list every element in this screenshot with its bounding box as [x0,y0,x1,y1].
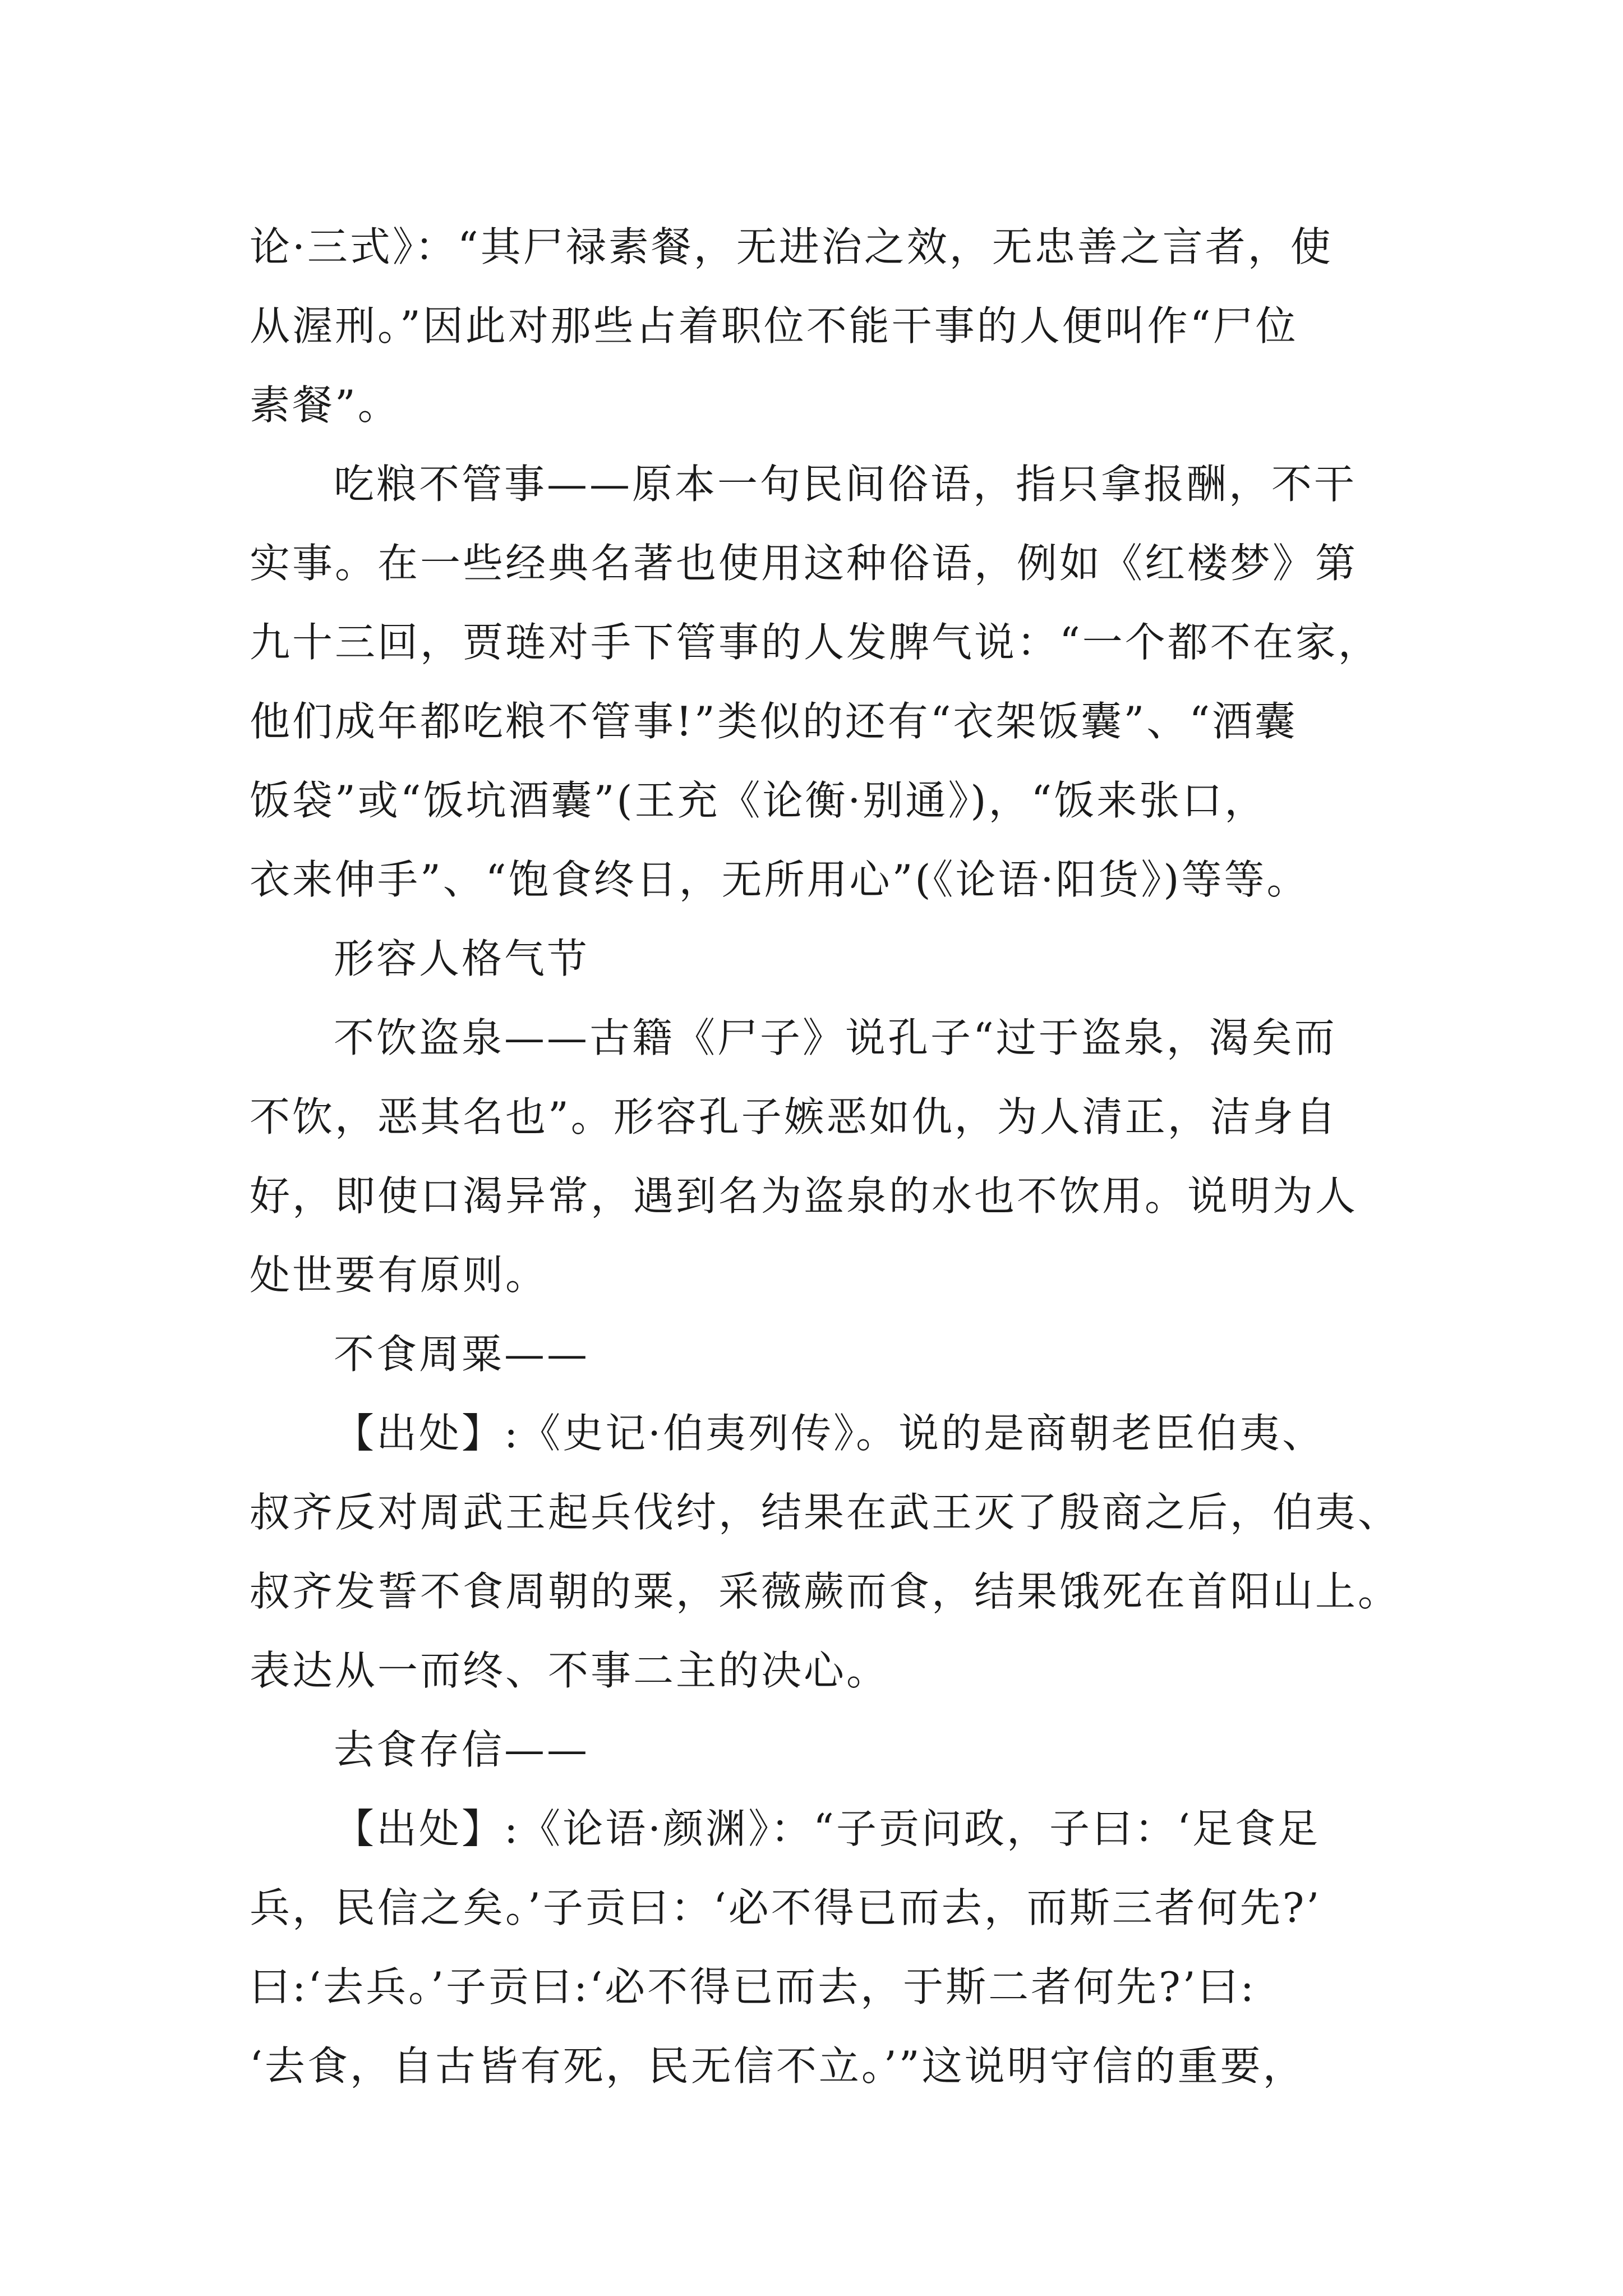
paragraph-buyin-daoquan [250,999,1388,1315]
text-line: 【出处】:《论语·颜渊》：“子贡问政，子曰：‘足食足 [334,1805,1320,1852]
text-line: 不饮，恶其名也”。形容孔子嫉恶如仇，为人清正，洁身自 [250,1093,1338,1140]
text-line: 表达从一而终、不事二主的决心。 [250,1647,889,1694]
text-line: 实事。在一些经典名著也使用这种俗语，例如《红楼梦》第 [250,540,1358,587]
text-line: 他们成年都吃粮不管事!”类似的还有“衣架饭囊”、“酒囊 [250,698,1298,745]
paragraph-bushi-zhousu-title [250,1315,1388,1394]
text-line: 去食存信—— [334,1726,590,1773]
text-line: 形容人格气节 [334,935,590,982]
text-line: 好，即使口渴异常，遇到名为盗泉的水也不饮用。说明为人 [250,1172,1358,1220]
text-line: ‘去食，自古皆有死，民无信不立。’”这说明守信的重要， [250,2042,1306,2090]
text-line: 饭袋”或“饭坑酒囊”(王充《论衡·别通》)，“饭来张口， [250,777,1267,824]
text-line: 不食周粟—— [334,1331,590,1378]
paragraph-qushi-cunxin-source [250,1789,1388,2106]
text-line: 不饮盗泉——古籍《尸子》说孔子“过于盗泉，渴矣而 [334,1014,1337,1061]
text-line: 叔齐反对周武王起兵伐纣，结果在武王灭了殷商之后，伯夷、 [250,1489,1401,1536]
text-line: 吃粮不管事——原本一句民间俗语，指只拿报酬，不干 [334,461,1357,508]
paragraph-bushi-zhousu-source [250,1394,1401,1710]
paragraph-shiwei-sucan [250,208,1388,445]
text-line: 叔齐发誓不食周朝的粟，采薇蕨而食，结果饿死在首阳山上。 [250,1568,1401,1615]
text-line: 处世要有原则。 [250,1251,548,1299]
text-line: 从渥刑。”因此对那些占着职位不能干事的人便叫作“尸位 [250,302,1298,349]
text-line: 九十三回，贾琏对手下管事的人发脾气说：“一个都不在家， [250,619,1381,666]
text-line: 素餐”。 [250,381,400,429]
text-line: 【出处】:《史记·伯夷列传》。说的是商朝老臣伯夷、 [334,1410,1325,1457]
body-text [250,208,1401,2106]
section-heading [250,919,1388,999]
paragraph-chiliang-buguanshi [250,445,1388,919]
text-line: 兵，民信之矣。’子贡曰：‘必不得已而去，而斯三者何先?’ [250,1884,1322,1931]
text-line: 曰:‘去兵。’子贡曰:‘必不得已而去，于斯二者何先?’曰: [250,1963,1256,2010]
text-line: 衣来伸手”、“饱食终日，无所用心”(《论语·阳货》)等等。 [250,856,1310,903]
paragraph-qushi-cunxin-title [250,1710,1388,1789]
text-line: 论·三式》：“其尸禄素餐，无进治之效，无忠善之言者，使 [250,223,1333,270]
